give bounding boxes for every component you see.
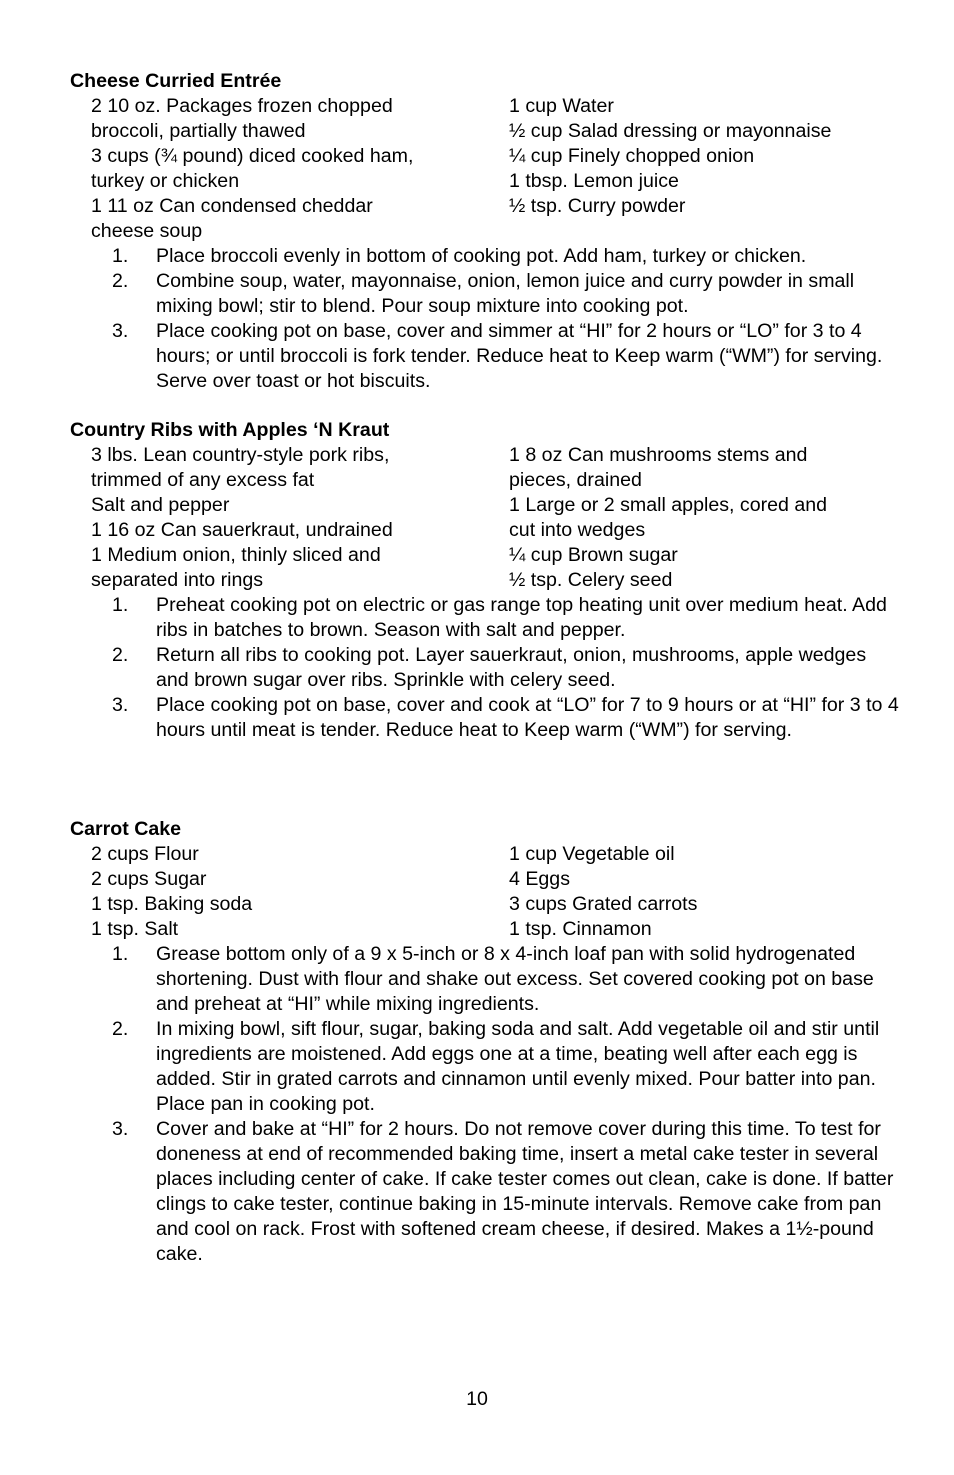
step-text: Place cooking pot on base, cover and cook at “LO” for 7 to 9 hours or at “HI” for 3 to 4 hours until meat is tender. Reduce heat to Keep warm (“WM”) for serving. (156, 694, 899, 741)
ingredient-line: ½ tsp. Curry powder (509, 195, 686, 217)
ingredient-line: 1 cup Vegetable oil (509, 843, 675, 865)
ingredient-line: 3 cups (¾ pound) diced cooked ham, (91, 145, 414, 167)
ingredient-line: Salt and pepper (91, 494, 230, 516)
ingredient-line: ½ cup Salad dressing or mayonnaise (509, 120, 832, 142)
step-number: 3. (112, 1118, 129, 1140)
ingredient-line: cut into wedges (509, 519, 646, 541)
instruction-step (70, 244, 900, 269)
instruction-step (70, 1017, 900, 1117)
step-number: 1. (112, 943, 129, 965)
ingredient-column-right (509, 94, 909, 219)
ingredient-line: 1 tbsp. Lemon juice (509, 170, 679, 192)
ingredient-line: cheese soup (91, 220, 203, 242)
step-text: In mixing bowl, sift flour, sugar, baking soda and salt. Add vegetable oil and stir until ingredients are moistened. Add eggs one at a time, beating well after each egg is added. Stir in grated carrots and cinnamon until evenly mixed. Pour batter into pan. Place pan in cooking pot. (156, 1018, 880, 1115)
step-number: 2. (112, 1018, 129, 1040)
ingredient-line: 1 tsp. Cinnamon (509, 918, 652, 940)
instruction-step (70, 269, 900, 319)
ingredient-line: 1 tsp. Baking soda (91, 893, 253, 915)
ingredient-line: 3 lbs. Lean country-style pork ribs, (91, 444, 390, 466)
recipe-section (70, 817, 900, 1267)
ingredient-column-right (509, 842, 909, 942)
step-number: 2. (112, 270, 129, 292)
ingredient-line: turkey or chicken (91, 170, 240, 192)
recipe-title: Carrot Cake (70, 818, 182, 840)
instruction-list (70, 244, 900, 394)
ingredient-line: broccoli, partially thawed (91, 120, 306, 142)
step-text: Cover and bake at “HI” for 2 hours. Do not remove cover during this time. To test for doneness at end of recommended baking time, insert a metal cake tester in several places including center of cake. If cake tester comes out clean, cake is done. If batter clings to cake tester, continue baking in 15-minute intervals. Remove cake from pan and cool on rack. Frost with softened cream cheese, if desired. Makes a 1½-pound cake. (156, 1118, 894, 1265)
ingredient-line: 3 cups Grated carrots (509, 893, 698, 915)
ingredient-list (70, 842, 900, 942)
instruction-step (70, 319, 900, 394)
instruction-step (70, 693, 900, 743)
ingredient-line: trimmed of any excess fat (91, 469, 315, 491)
ingredient-column-left (91, 842, 491, 942)
ingredient-line: 1 16 oz Can sauerkraut, undrained (91, 519, 393, 541)
step-number: 1. (112, 594, 129, 616)
ingredient-column-right (509, 443, 909, 593)
step-number: 1. (112, 245, 129, 267)
recipe-section (70, 69, 900, 394)
step-number: 2. (112, 644, 129, 666)
step-number: 3. (112, 694, 129, 716)
instruction-list (70, 942, 900, 1267)
step-text: Place cooking pot on base, cover and simmer at “HI” for 2 hours or “LO” for 3 to 4 hours; or until broccoli is fork tender. Reduce heat to Keep warm (“WM”) for serving. Serve over toast or hot biscuits. (156, 320, 883, 392)
ingredient-line: ¼ cup Brown sugar (509, 544, 678, 566)
ingredient-line: 1 11 oz Can condensed cheddar (91, 195, 373, 217)
instruction-step (70, 1117, 900, 1267)
step-text: Combine soup, water, mayonnaise, onion, lemon juice and curry powder in small mixing bowl; stir to blend. Pour soup mixture into cooking pot. (156, 270, 855, 317)
step-text: Place broccoli evenly in bottom of cooking pot. Add ham, turkey or chicken. (156, 245, 807, 267)
ingredient-line: separated into rings (91, 569, 264, 591)
ingredient-line: ¼ cup Finely chopped onion (509, 145, 755, 167)
ingredient-line: 1 8 oz Can mushrooms stems and (509, 444, 808, 466)
step-text: Preheat cooking pot on electric or gas range top heating unit over medium heat. Add ribs in batches to brown. Season with salt and pepper. (156, 594, 887, 641)
instruction-step (70, 593, 900, 643)
instruction-step (70, 942, 900, 1017)
step-text: Return all ribs to cooking pot. Layer sauerkraut, onion, mushrooms, apple wedges and brown sugar over ribs. Sprinkle with celery seed. (156, 644, 867, 691)
ingredient-line: 1 Large or 2 small apples, cored and (509, 494, 828, 516)
ingredient-line: 1 tsp. Salt (91, 918, 179, 940)
step-text: Grease bottom only of a 9 x 5-inch or 8 x 4-inch loaf pan with solid hydrogenated shortening. Dust with flour and shake out excess. Set covered cooking pot on base and preheat at “HI” while mixing ingredients. (156, 943, 874, 1015)
ingredient-list (70, 94, 900, 244)
ingredient-column-left (91, 94, 491, 244)
recipe-section (70, 418, 900, 743)
instruction-step (70, 643, 900, 693)
ingredient-list (70, 443, 900, 593)
page-number: 10 (466, 1388, 488, 1410)
recipe-title: Cheese Curried Entrée (70, 70, 282, 92)
step-number: 3. (112, 320, 129, 342)
ingredient-line: 1 Medium onion, thinly sliced and (91, 544, 381, 566)
ingredient-line: 2 cups Sugar (91, 868, 207, 890)
ingredient-line: ½ tsp. Celery seed (509, 569, 673, 591)
ingredient-line: 4 Eggs (509, 868, 571, 890)
ingredient-column-left (91, 443, 491, 593)
ingredient-line: pieces, drained (509, 469, 642, 491)
ingredient-line: 2 cups Flour (91, 843, 199, 865)
ingredient-line: 1 cup Water (509, 95, 614, 117)
instruction-list (70, 593, 900, 743)
ingredient-line: 2 10 oz. Packages frozen chopped (91, 95, 393, 117)
recipe-title: Country Ribs with Apples ‘N Kraut (70, 419, 390, 441)
